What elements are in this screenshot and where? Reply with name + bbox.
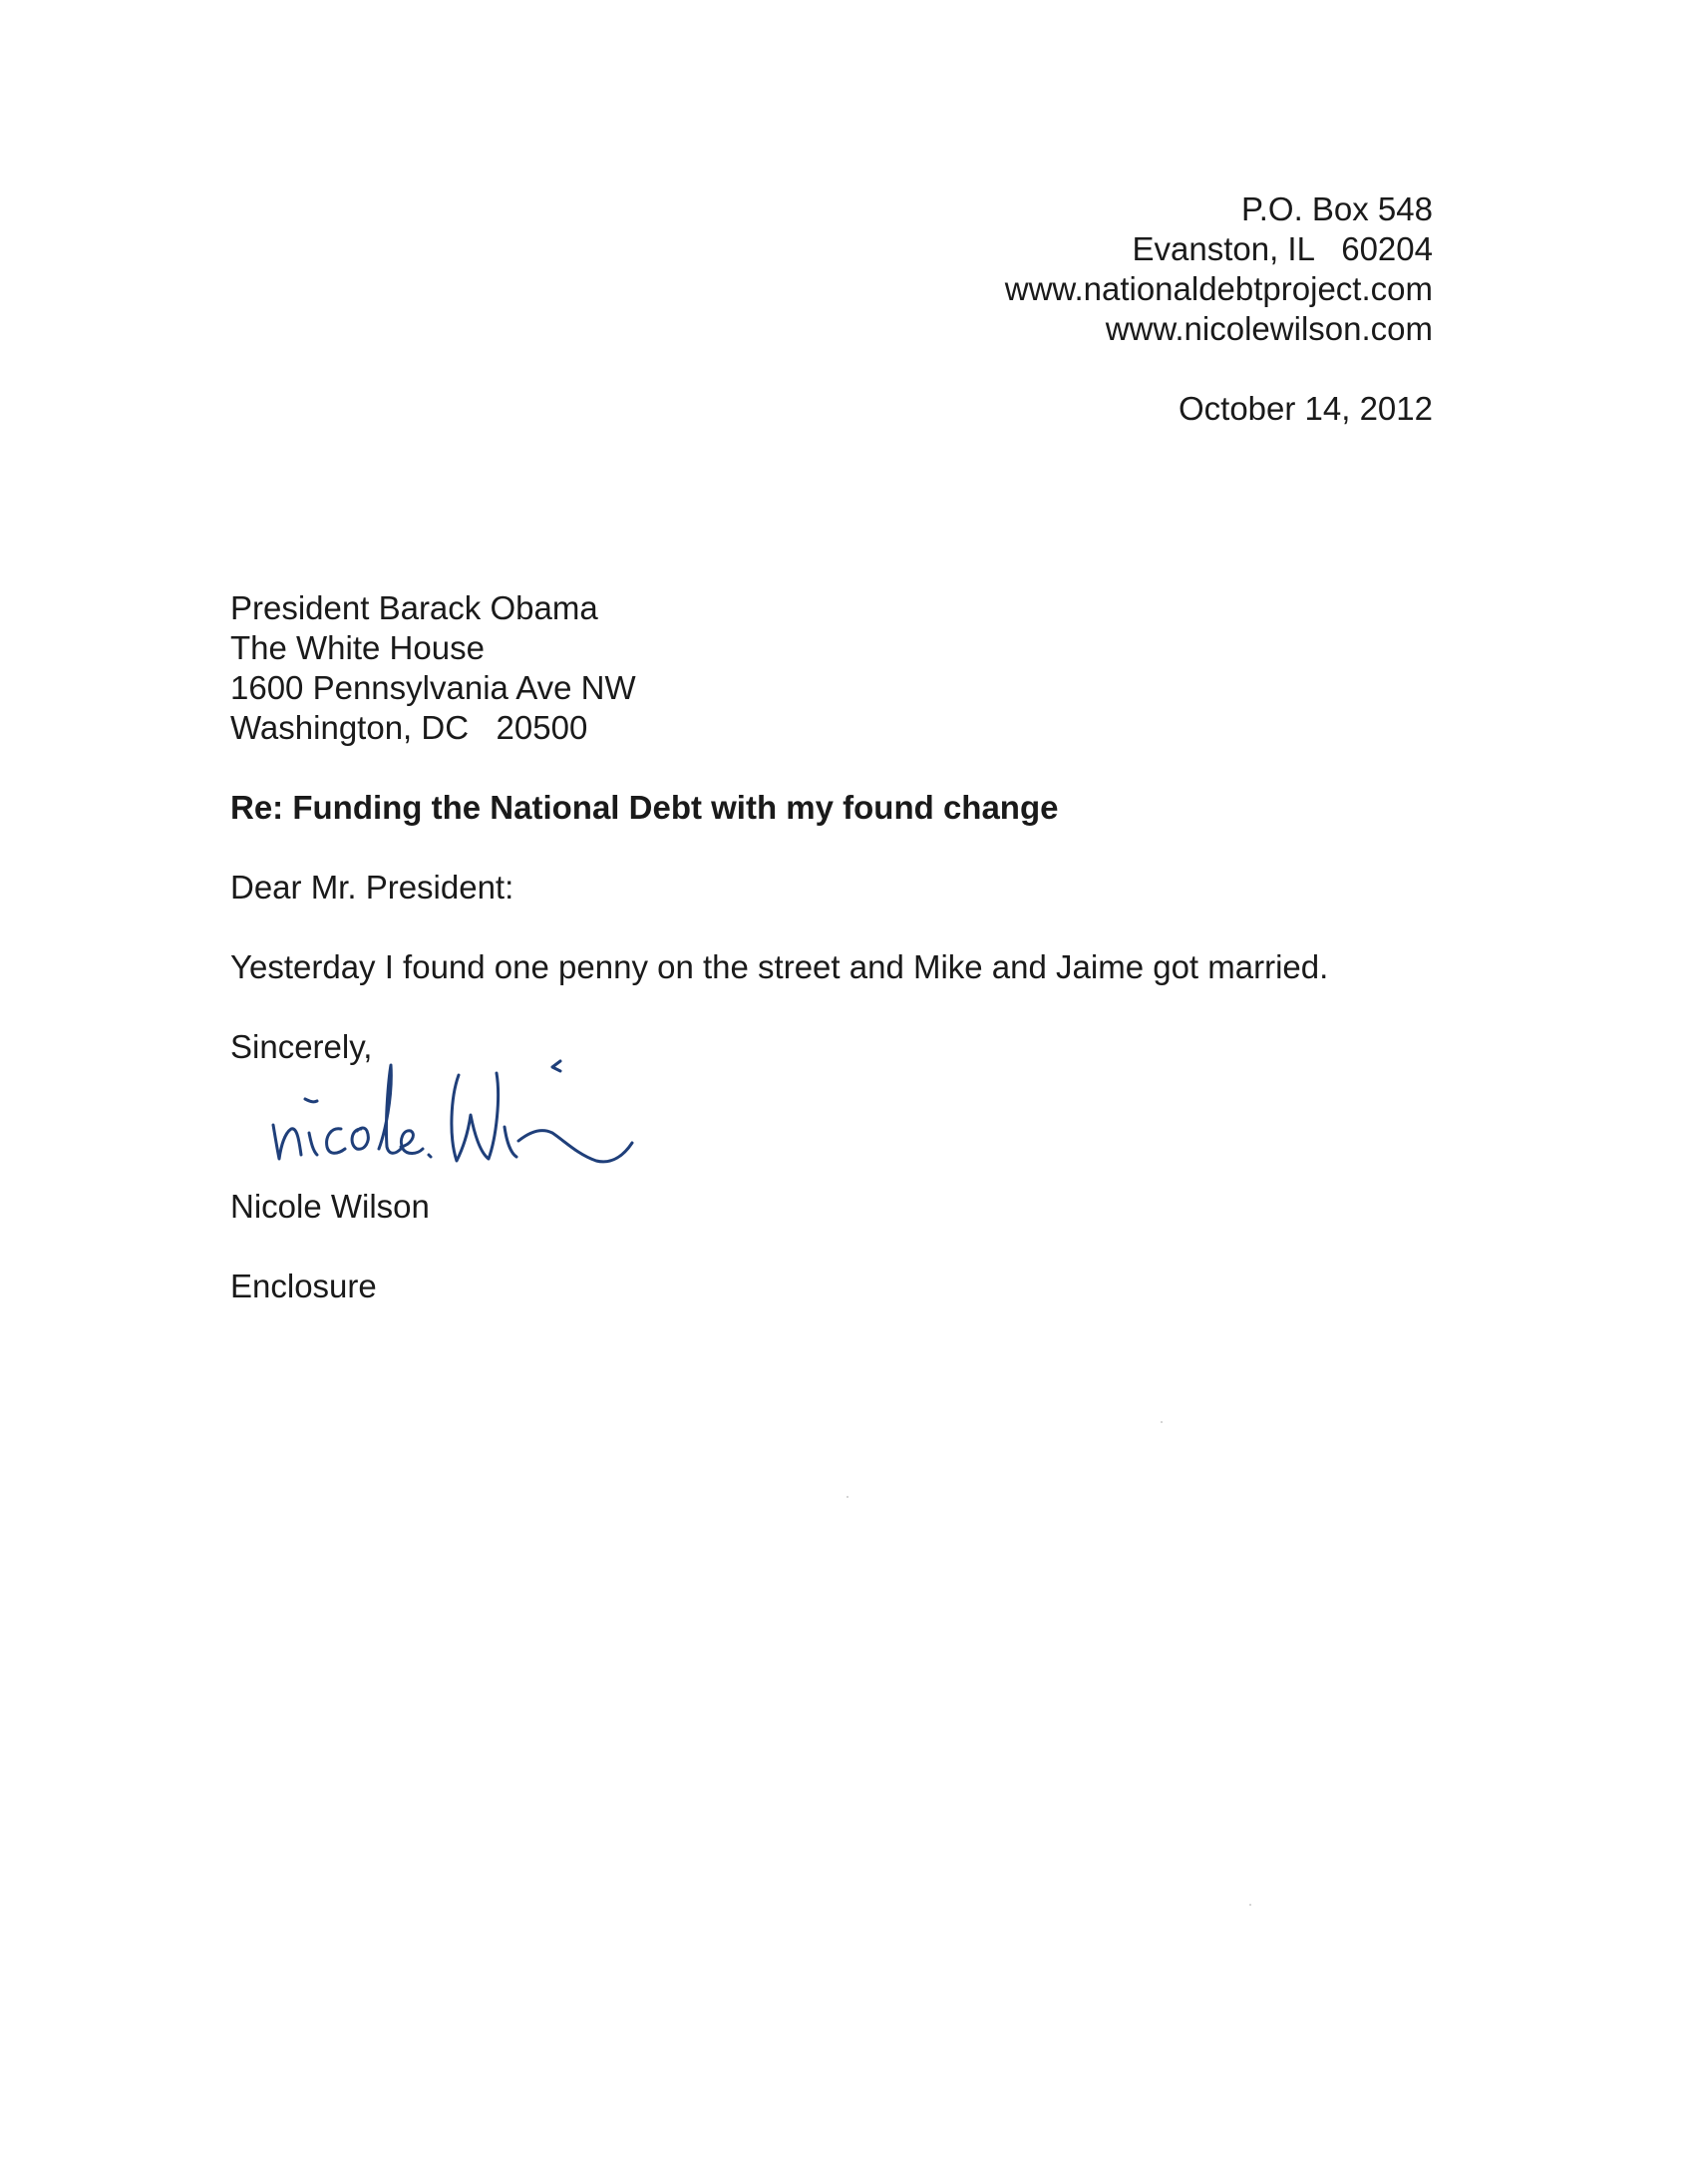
- letter-date: October 14, 2012: [1178, 390, 1433, 427]
- scan-speck: [847, 1496, 848, 1498]
- recipient-organization: The White House: [230, 629, 485, 666]
- recipient-address-block: [230, 588, 636, 748]
- sender-address-block: [1005, 189, 1433, 349]
- sender-website-2: www.nicolewilson.com: [1105, 310, 1433, 347]
- scan-speck: [1249, 1904, 1251, 1906]
- recipient-name: President Barack Obama: [230, 589, 598, 626]
- recipient-city-state-zip: Washington, DC 20500: [230, 709, 588, 746]
- recipient-street: 1600 Pennsylvania Ave NW: [230, 669, 636, 706]
- scan-speck: [1161, 1421, 1163, 1423]
- enclosure-note: Enclosure: [230, 1268, 377, 1304]
- signer-name: Nicole Wilson: [230, 1188, 430, 1225]
- closing: Sincerely,: [230, 1028, 373, 1065]
- letter-body: Yesterday I found one penny on the street and Mike and Jaime got married.: [230, 948, 1329, 985]
- handwritten-signature: [261, 1037, 790, 1197]
- salutation: Dear Mr. President:: [230, 869, 514, 906]
- subject-line: Re: Funding the National Debt with my found change: [230, 789, 1059, 826]
- sender-website-1: www.nationaldebtproject.com: [1004, 270, 1433, 307]
- sender-po-box: P.O. Box 548: [1240, 190, 1433, 227]
- sender-city-state-zip: Evanston, IL 60204: [1132, 230, 1433, 267]
